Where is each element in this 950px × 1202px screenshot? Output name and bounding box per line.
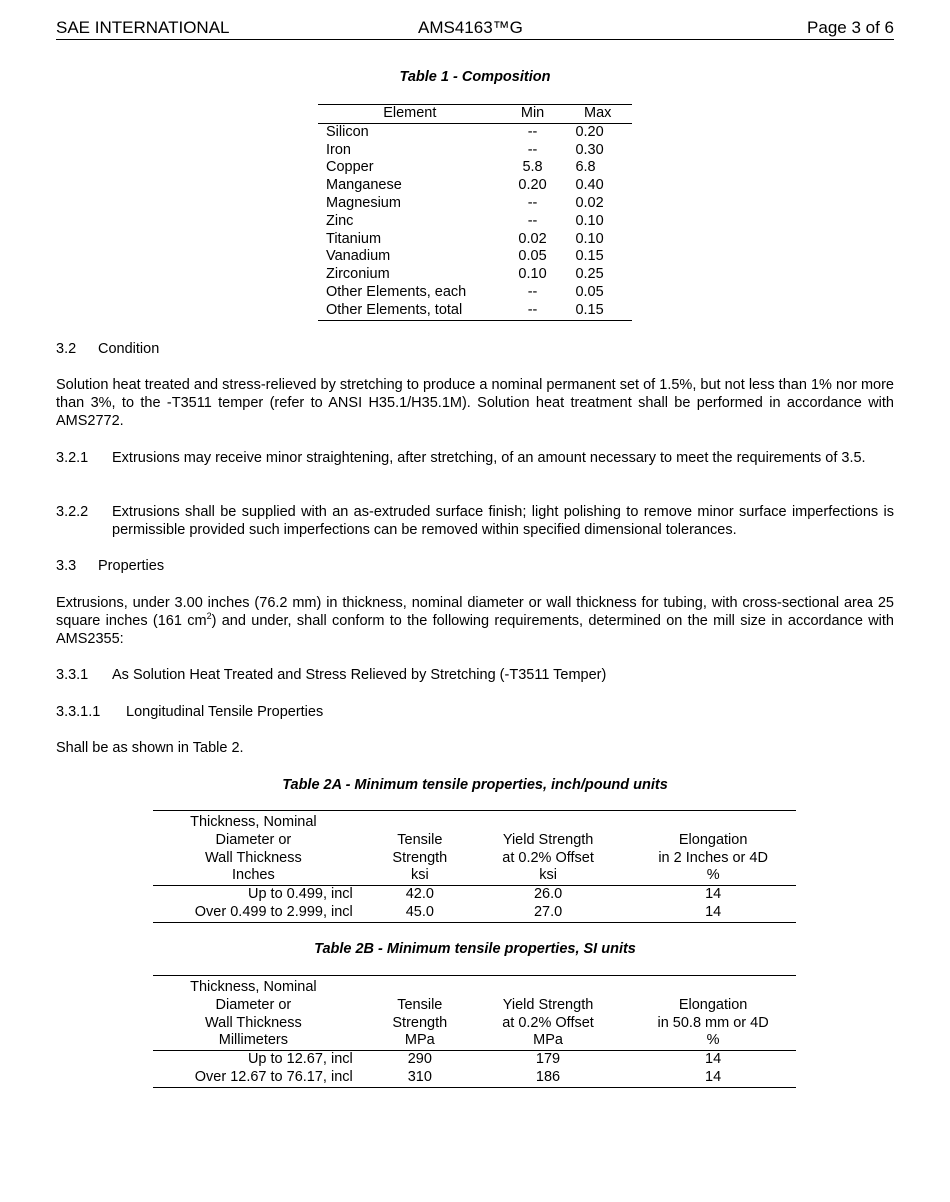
table-row [318, 284, 632, 302]
header-line: Millimeters [218, 1032, 289, 1049]
header-line: Yield Strength [502, 831, 594, 848]
section-3-3-1-1-text: Shall be as shown in Table 2. [56, 740, 244, 756]
header-line: Diameter or [215, 831, 292, 848]
table1-caption: Table 1 - Composition [399, 69, 551, 85]
table-cell: Zinc [326, 212, 354, 229]
table-cell: 0.05 [518, 248, 547, 265]
table-cell: -- [527, 194, 538, 211]
col-header-thickness [153, 811, 374, 886]
table-cell: 0.10 [575, 230, 604, 247]
section-3-3-text [56, 594, 894, 648]
table-row [318, 302, 632, 320]
table-row [318, 195, 632, 213]
table-cell: Up to 0.499, incl [247, 886, 353, 903]
table-cell: 6.8 [575, 159, 596, 176]
section-3-2-2-text: Extrusions shall be supplied with an as-extruded surface finish; light polishing to remove minor surface imperfections is permissible provided such imperfections can be removed within specified dimensional tolerances. [112, 504, 894, 538]
table-row [153, 904, 796, 922]
table-cell: 0.02 [518, 230, 547, 247]
section-3-3-1-1-title: Longitudinal Tensile Properties [126, 704, 324, 720]
table-cell: 0.15 [575, 301, 604, 318]
table-cell: -- [527, 141, 538, 158]
table-cell: 14 [705, 903, 722, 920]
table-cell: Up to 12.67, incl [247, 1051, 353, 1068]
table-cell: 0.25 [575, 266, 604, 283]
composition-table [318, 104, 632, 321]
header-line: Elongation [678, 996, 748, 1013]
table-row [318, 266, 632, 284]
table-cell: 0.20 [575, 123, 604, 140]
page-header [56, 17, 894, 40]
table-cell: Zirconium [326, 266, 390, 283]
section-3-3-text-part2: ) and under, shall conform to the following requirements, determined on the mill size in accordance with AMS2355: [56, 613, 894, 647]
table-header-row [153, 811, 796, 886]
header-line: Wall Thickness [205, 849, 302, 866]
section-3-2-number: 3.2 [56, 341, 77, 357]
table-header-row [153, 976, 796, 1051]
header-line: MPa [533, 1032, 563, 1049]
col-header-tensile [374, 976, 466, 1051]
table-row [153, 1051, 796, 1069]
table2a-caption: Table 2A - Minimum tensile properties, inch/pound units [282, 777, 668, 793]
table-cell: 14 [705, 1051, 722, 1068]
table-cell: 0.02 [575, 194, 604, 211]
table-cell: 42.0 [405, 886, 434, 903]
table-cell: 290 [407, 1051, 432, 1068]
col-header-max: Max [563, 105, 632, 124]
header-line: Strength [392, 1014, 448, 1031]
table-cell: Titanium [326, 230, 382, 247]
table-cell: 14 [705, 1068, 722, 1085]
table-cell: 186 [535, 1068, 561, 1085]
table-cell: 5.8 [522, 159, 543, 176]
table-cell: 45.0 [405, 903, 434, 920]
table-cell: Over 12.67 to 76.17, incl [194, 1068, 353, 1085]
header-line: Elongation [678, 831, 748, 848]
section-3-2-1-number: 3.2.1 [56, 450, 89, 466]
table-cell: 0.10 [575, 212, 604, 229]
table-cell: 0.10 [518, 266, 547, 283]
header-line: Tensile [397, 996, 443, 1013]
table-header-row [318, 105, 632, 124]
header-line: Diameter or [215, 996, 292, 1013]
table-cell: 0.15 [575, 248, 604, 265]
col-header-yield [466, 811, 630, 886]
header-line: at 0.2% Offset [502, 849, 594, 866]
table-row [153, 1069, 796, 1087]
section-3-2-title: Condition [98, 341, 160, 357]
tensile-table-inch [153, 810, 796, 923]
header-page-number: Page 3 of 6 [807, 18, 894, 37]
table-row [318, 231, 632, 249]
header-line: in 2 Inches or 4D [658, 849, 768, 866]
table-cell: Vanadium [326, 248, 391, 265]
table-cell: 310 [407, 1068, 432, 1085]
table-cell: Copper [326, 159, 374, 176]
section-3-2-2-number: 3.2.2 [56, 504, 89, 520]
header-doc-number: AMS4163™G [418, 18, 523, 37]
header-line: % [706, 867, 720, 884]
table-cell: Manganese [326, 177, 402, 194]
col-header-min: Min [502, 105, 564, 124]
tensile-table-si-body [153, 1051, 796, 1088]
table-cell: 14 [705, 886, 722, 903]
table-cell: Other Elements, total [326, 301, 463, 318]
header-line: Wall Thickness [205, 1014, 302, 1031]
header-line: Thickness, Nominal [190, 979, 317, 995]
table-row [318, 213, 632, 231]
section-3-3-title: Properties [98, 558, 165, 574]
table-cell: Magnesium [326, 194, 401, 211]
section-3-3-text-part1: Extrusions, under 3.00 inches (76.2 mm) in thickness, nominal diameter or wall thickness for tubing, with cross-sectional area 25 square inches (161 cm [56, 595, 894, 629]
table-cell: Iron [326, 141, 351, 158]
table-row [153, 886, 796, 904]
header-line: % [706, 1032, 720, 1049]
section-3-3-1-1-number: 3.3.1.1 [56, 704, 101, 720]
header-line: Thickness, Nominal [190, 814, 317, 830]
col-header-element: Element [318, 105, 502, 124]
header-line: in 50.8 mm or 4D [657, 1014, 769, 1031]
header-line: Tensile [397, 831, 443, 848]
section-3-2-1-text: Extrusions may receive minor straightening, after stretching, of an amount necessary to meet the requirements of 3.5. [112, 450, 866, 466]
col-header-yield [466, 976, 630, 1051]
table-cell: 0.30 [575, 141, 604, 158]
section-3-3-1-number: 3.3.1 [56, 667, 89, 683]
col-header-thickness [153, 976, 374, 1051]
table-cell: Over 0.499 to 2.999, incl [194, 903, 353, 920]
table-cell: 0.40 [575, 177, 604, 194]
superscript-2: 2 [206, 611, 212, 622]
table-cell: -- [527, 123, 538, 140]
table-row [318, 123, 632, 141]
section-3-2-text: Solution heat treated and stress-relieved by stretching to produce a nominal permanent set of 1.5%, but not less than 1% nor more than 3%, to the -T3511 temper (refer to ANSI H35.1/H35.1M). Solution heat treatment shall be performed in accordance with AMS2772. [56, 377, 894, 429]
tensile-table-inch-body [153, 886, 796, 923]
table2b-caption: Table 2B - Minimum tensile properties, SI units [314, 941, 636, 957]
table-cell: 26.0 [533, 886, 563, 903]
header-line: Strength [392, 849, 448, 866]
header-line: MPa [404, 1032, 435, 1049]
header-line: ksi [539, 867, 557, 884]
composition-table-body [318, 123, 632, 320]
table-cell: 179 [535, 1051, 561, 1068]
table-cell: 27.0 [533, 903, 563, 920]
table-cell: Silicon [326, 123, 369, 140]
header-publisher: SAE INTERNATIONAL [56, 18, 230, 37]
header-line: Yield Strength [502, 996, 594, 1013]
col-header-elongation [630, 811, 796, 886]
section-3-3-number: 3.3 [56, 558, 77, 574]
table-row [318, 248, 632, 266]
table-row [318, 142, 632, 160]
header-line: Inches [232, 867, 275, 884]
table-cell: -- [527, 301, 538, 318]
table-row [318, 159, 632, 177]
table-cell: Other Elements, each [326, 283, 467, 300]
header-line: ksi [410, 867, 429, 884]
table-cell: 0.05 [575, 283, 604, 300]
table-cell: -- [527, 283, 538, 300]
col-header-tensile [374, 811, 466, 886]
table-cell: 0.20 [518, 177, 547, 194]
col-header-elongation [630, 976, 796, 1051]
tensile-table-si [153, 975, 796, 1088]
table-row [318, 177, 632, 195]
section-3-3-1-title: As Solution Heat Treated and Stress Relieved by Stretching (-T3511 Temper) [112, 667, 607, 683]
table-cell: -- [527, 212, 538, 229]
header-line: at 0.2% Offset [502, 1014, 594, 1031]
